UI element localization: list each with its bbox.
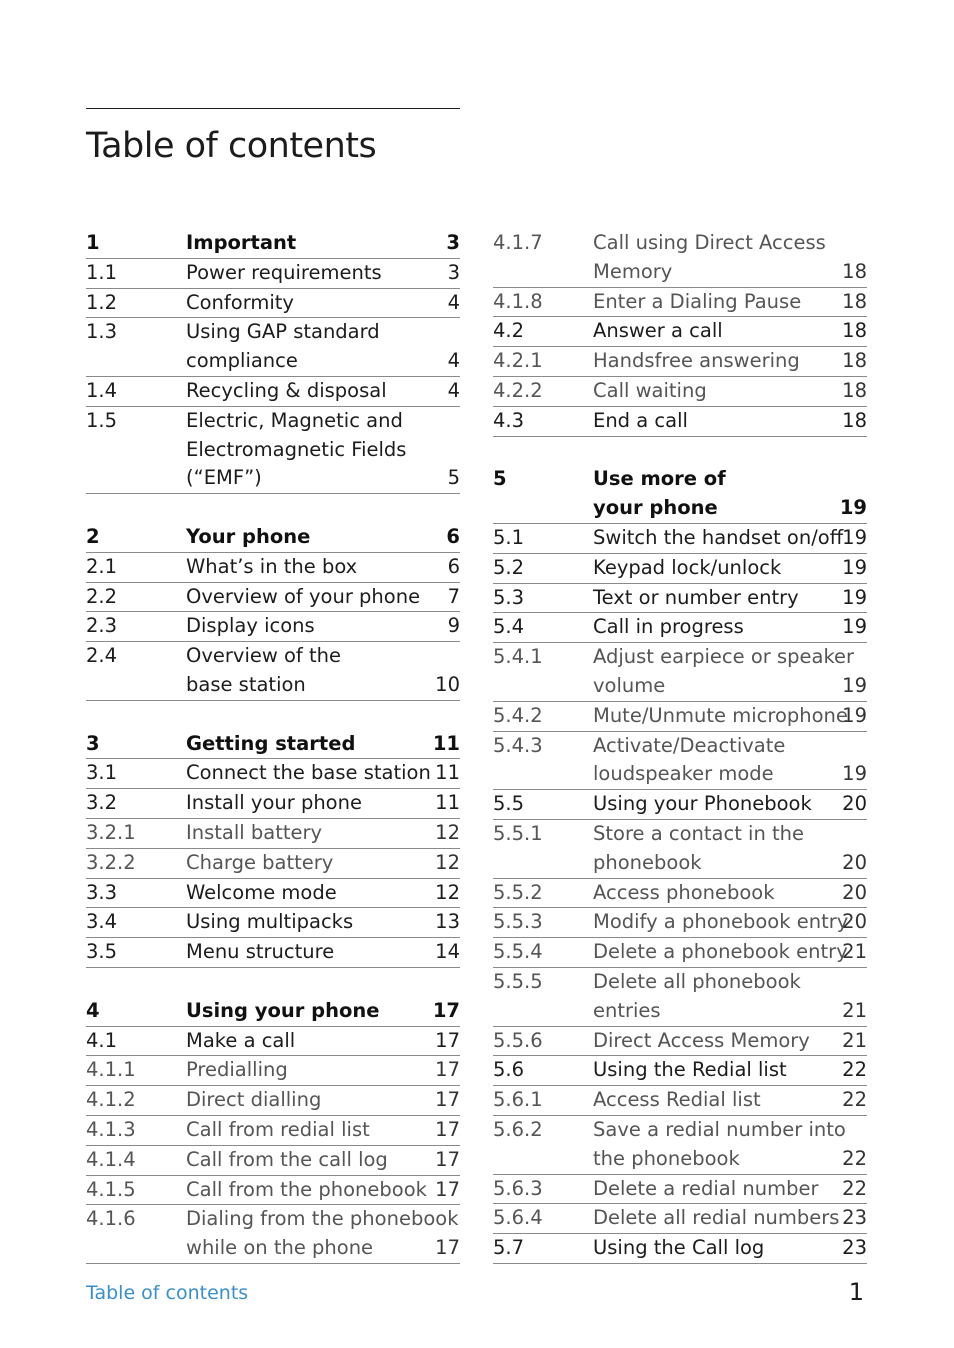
toc-entry[interactable] xyxy=(86,730,460,760)
toc-entry-page: 20 xyxy=(842,910,867,934)
section-gap xyxy=(493,437,867,466)
toc-entry-number: 2.1 xyxy=(86,554,118,578)
toc-entry[interactable] xyxy=(493,229,867,288)
toc-entry-title xyxy=(186,1176,431,1205)
toc-entry-title xyxy=(186,583,444,612)
toc-entry-number: 3.2 xyxy=(86,791,118,815)
toc-entry[interactable] xyxy=(86,553,460,583)
toc-entry-title xyxy=(593,465,836,523)
toc-entry-title xyxy=(593,1056,838,1085)
toc-entry[interactable] xyxy=(493,1027,867,1057)
toc-entry-title-line: Modify a phonebook entry xyxy=(593,910,849,934)
toc-entry-title xyxy=(593,377,838,406)
toc-entry-title-line: Getting started xyxy=(186,731,356,755)
toc-entry-title-line: Power requirements xyxy=(186,260,382,284)
toc-entry-number: 1.2 xyxy=(86,290,118,314)
toc-entry[interactable] xyxy=(86,523,460,553)
toc-entry[interactable] xyxy=(493,1234,867,1264)
toc-entry-title-line: Handsfree answering xyxy=(593,349,800,373)
toc-entry-number: 4.1.4 xyxy=(86,1147,136,1171)
toc-entry-title-line: compliance xyxy=(186,349,298,373)
toc-entry-title-line: entries xyxy=(593,998,661,1022)
toc-entry-title-line: your phone xyxy=(593,496,718,520)
toc-entry-title xyxy=(186,908,431,937)
toc-entry-number: 5.7 xyxy=(493,1236,525,1260)
toc-entry[interactable] xyxy=(493,288,867,318)
toc-entry-title-line: Mute/Unmute microphone xyxy=(593,703,848,727)
toc-entry-number: 5 xyxy=(493,467,507,491)
toc-entry-title-line: Using GAP standard xyxy=(186,320,380,344)
toc-entry-title xyxy=(186,819,431,848)
toc-entry-title-line: Recycling & disposal xyxy=(186,378,387,402)
toc-entry-number: 5.5.6 xyxy=(493,1028,543,1052)
toc-entry-title-line: volume xyxy=(593,673,666,697)
toc-entry-number: 4.1.8 xyxy=(493,289,543,313)
toc-entry-number: 5.5.4 xyxy=(493,940,543,964)
toc-entry-title-line: Memory xyxy=(593,259,673,283)
toc-entry-page: 19 xyxy=(842,615,867,639)
toc-entry-number: 4.2.1 xyxy=(493,349,543,373)
toc-entry-number: 2.2 xyxy=(86,584,118,608)
section-gap xyxy=(86,968,460,997)
toc-entry-title-line: Dialing from the phonebook xyxy=(186,1207,459,1231)
toc-entry-title xyxy=(186,1027,431,1056)
toc-entry-title-line: Electric, Magnetic and xyxy=(186,408,403,432)
toc-entry-page: 19 xyxy=(842,585,867,609)
toc-entry-page: 23 xyxy=(842,1206,867,1230)
toc-entry-number: 5.6.2 xyxy=(493,1117,543,1141)
toc-entry-number: 4.1.2 xyxy=(86,1088,136,1112)
toc-entry-page: 17 xyxy=(435,1117,460,1141)
toc-entry-title xyxy=(186,1056,431,1085)
toc-entry-title-line: Connect the base station xyxy=(186,761,431,785)
toc-entry-number: 5.5.3 xyxy=(493,910,543,934)
toc-entry-title xyxy=(593,938,848,967)
toc-entry-title-line: What’s in the box xyxy=(186,554,358,578)
toc-entry-page: 17 xyxy=(435,1147,460,1171)
toc-entry-title xyxy=(593,347,838,376)
toc-entry-number: 5.1 xyxy=(493,525,525,549)
toc-entry[interactable] xyxy=(86,879,460,909)
toc-entry-title-line: Access Redial list xyxy=(593,1088,761,1112)
toc-entry[interactable] xyxy=(493,584,867,614)
toc-entry-number: 5.4.3 xyxy=(493,733,543,757)
toc-entry-page: 19 xyxy=(842,703,867,727)
toc-entry-title-line: Charge battery xyxy=(186,850,334,874)
toc-entry-page: 3 xyxy=(446,231,460,254)
toc-entry-title-line: Delete all redial numbers xyxy=(593,1206,840,1230)
toc-entry-page: 18 xyxy=(842,259,867,283)
toc-entry-title-line: Access phonebook xyxy=(593,880,775,904)
toc-entry-page: 17 xyxy=(432,998,460,1022)
toc-entry-title xyxy=(186,377,444,406)
toc-entry-page: 20 xyxy=(842,850,867,874)
toc-entry[interactable] xyxy=(493,524,867,554)
toc-entry-title xyxy=(186,407,444,493)
toc-entry-title-line: Important xyxy=(186,231,297,254)
toc-entry-title xyxy=(186,1086,431,1115)
toc-entry-number: 4.2 xyxy=(493,319,525,343)
toc-entry-page: 19 xyxy=(839,496,867,520)
toc-entry-title xyxy=(593,1116,846,1174)
toc-entry-page: 18 xyxy=(842,289,867,313)
toc-entry-title xyxy=(186,789,431,818)
toc-entry-title xyxy=(593,1086,838,1115)
toc-entry-title xyxy=(186,523,442,552)
toc-entry-title xyxy=(593,229,838,287)
toc-entry-title xyxy=(186,642,431,700)
toc-entry-title xyxy=(186,938,431,967)
toc-entry[interactable] xyxy=(86,997,460,1027)
toc-entry-title xyxy=(593,613,838,642)
toc-entry-title-line: Save a redial number into xyxy=(593,1117,846,1141)
toc-entry[interactable] xyxy=(86,612,460,642)
toc-entry-title xyxy=(593,407,838,436)
toc-entry-title-line: Welcome mode xyxy=(186,880,337,904)
toc-entry[interactable] xyxy=(493,643,867,702)
toc-entry[interactable] xyxy=(86,1116,460,1146)
toc-entry-page: 4 xyxy=(447,349,460,373)
toc-entry-title xyxy=(186,849,431,878)
toc-entry-number: 3 xyxy=(86,731,100,755)
toc-entry-page: 19 xyxy=(842,525,867,549)
toc-entry[interactable] xyxy=(493,908,867,938)
toc-entry-title xyxy=(593,554,838,583)
toc-entry-page: 17 xyxy=(435,1028,460,1052)
toc-entry-title-line: Using the Call log xyxy=(593,1236,765,1260)
toc-entry[interactable] xyxy=(493,820,867,879)
toc-entry-page: 20 xyxy=(842,880,867,904)
toc-entry-page: 4 xyxy=(447,378,460,402)
toc-entry-title xyxy=(186,879,431,908)
footer-section-label[interactable]: Table of contents xyxy=(86,1282,249,1304)
toc-entry-number: 5.5.5 xyxy=(493,969,543,993)
toc-entry-page: 19 xyxy=(842,555,867,579)
toc-entry[interactable] xyxy=(493,1056,867,1086)
toc-entry-page: 20 xyxy=(842,792,867,816)
toc-entry-title xyxy=(593,790,838,819)
toc-entry-title-line: Using your phone xyxy=(186,998,380,1022)
toc-entry-page: 18 xyxy=(842,319,867,343)
toc-entry-number: 1.3 xyxy=(86,320,118,344)
footer-page-number: 1 xyxy=(848,1278,864,1306)
toc-entry[interactable] xyxy=(493,554,867,584)
toc-entry-title-line: Call from the phonebook xyxy=(186,1177,427,1201)
toc-entry-number: 4.1.7 xyxy=(493,231,543,254)
toc-entry-number: 5.5.2 xyxy=(493,880,543,904)
toc-entry-title-line: (“EMF”) xyxy=(186,466,262,490)
toc-entry[interactable] xyxy=(86,1176,460,1206)
toc-entry-page: 19 xyxy=(842,673,867,697)
toc-entry-title-line: Display icons xyxy=(186,614,315,638)
toc-entry-title-line: Direct Access Memory xyxy=(593,1028,810,1052)
top-rule xyxy=(86,108,460,109)
toc-entry-page: 11 xyxy=(435,761,460,785)
toc-entry-title xyxy=(186,997,429,1026)
toc-entry-page: 21 xyxy=(842,1028,867,1052)
toc-entry-number: 1.1 xyxy=(86,260,118,284)
toc-entry-title xyxy=(186,553,444,582)
toc-entry-page: 19 xyxy=(842,762,867,786)
toc-entry-number: 5.6.1 xyxy=(493,1088,543,1112)
toc-entry-page: 21 xyxy=(842,940,867,964)
toc-entry[interactable] xyxy=(493,377,867,407)
toc-entry-title xyxy=(593,317,838,346)
toc-entry-title-line: Overview of your phone xyxy=(186,584,421,608)
toc-entry-number: 4.1 xyxy=(86,1028,118,1052)
toc-entry-title-line: Electromagnetic Fields xyxy=(186,437,407,461)
toc-entry[interactable] xyxy=(86,407,460,494)
toc-entry-page: 17 xyxy=(435,1088,460,1112)
toc-entry[interactable] xyxy=(86,289,460,319)
toc-entry-number: 5.4.2 xyxy=(493,703,543,727)
toc-entry[interactable] xyxy=(493,1086,867,1116)
toc-entry-page: 17 xyxy=(435,1058,460,1082)
toc-entry-title-line: Use more of xyxy=(593,467,726,491)
toc-entry-page: 18 xyxy=(842,378,867,402)
toc-entry[interactable] xyxy=(493,790,867,820)
toc-entry-number: 5.2 xyxy=(493,555,525,579)
toc-entry[interactable] xyxy=(493,938,867,968)
toc-entry[interactable] xyxy=(493,702,867,732)
toc-entry-number: 4.1.5 xyxy=(86,1177,136,1201)
toc-entry-page: 21 xyxy=(842,998,867,1022)
toc-entry-title xyxy=(186,730,429,759)
toc-entry-number: 1.5 xyxy=(86,408,118,432)
toc-entry-title-line: Using multipacks xyxy=(186,910,354,934)
toc-entry-number: 3.4 xyxy=(86,910,118,934)
toc-entry-page: 17 xyxy=(435,1177,460,1201)
toc-entry[interactable] xyxy=(86,1056,460,1086)
toc-entry-title-line: Install battery xyxy=(186,820,323,844)
toc-entry-title xyxy=(593,732,838,790)
toc-entry-title-line: Overview of the xyxy=(186,644,342,668)
toc-entry-page: 14 xyxy=(435,940,460,964)
toc-entry-title xyxy=(593,524,844,553)
toc-entry-title-line: Delete a phonebook entry xyxy=(593,940,848,964)
toc-entry-number: 4.2.2 xyxy=(493,378,543,402)
toc-entry-number: 4.1.3 xyxy=(86,1117,136,1141)
toc-entry-title-line: Call from the call log xyxy=(186,1147,388,1171)
toc-entry-page: 22 xyxy=(842,1088,867,1112)
toc-entry-number: 1.4 xyxy=(86,378,118,402)
toc-entry-number: 5.5.1 xyxy=(493,821,543,845)
toc-entry[interactable] xyxy=(86,1146,460,1176)
toc-right-column xyxy=(493,229,867,1264)
toc-entry[interactable] xyxy=(493,968,867,1027)
toc-entry-title-line: phonebook xyxy=(593,850,702,874)
page-title: Table of contents xyxy=(86,126,377,166)
toc-entry[interactable] xyxy=(86,938,460,968)
toc-entry[interactable] xyxy=(493,407,867,437)
toc-entry-title-line: Call in progress xyxy=(593,615,744,639)
toc-entry[interactable] xyxy=(86,908,460,938)
toc-entry-title-line: Make a call xyxy=(186,1028,296,1052)
toc-entry-page: 11 xyxy=(432,731,460,755)
toc-entry-number: 5.4 xyxy=(493,615,525,639)
toc-entry-title-line: Using your Phonebook xyxy=(593,792,812,816)
toc-entry-title-line: Your phone xyxy=(186,524,311,548)
toc-entry-number: 4.3 xyxy=(493,408,525,432)
toc-entry-title xyxy=(593,288,838,317)
toc-entry[interactable] xyxy=(86,259,460,289)
toc-entry-page: 5 xyxy=(447,466,460,490)
toc-entry-title-line: Install your phone xyxy=(186,791,362,815)
toc-entry-title-line: Delete a redial number xyxy=(593,1176,819,1200)
toc-entry[interactable] xyxy=(493,1116,867,1175)
toc-entry-page: 4 xyxy=(447,290,460,314)
toc-entry-number: 3.3 xyxy=(86,880,118,904)
toc-entry-page: 22 xyxy=(842,1176,867,1200)
toc-entry-page: 6 xyxy=(446,524,460,548)
toc-entry-title xyxy=(593,702,848,731)
toc-entry[interactable] xyxy=(493,732,867,791)
section-gap xyxy=(86,701,460,730)
toc-entry-title xyxy=(593,1027,838,1056)
toc-entry[interactable] xyxy=(86,1086,460,1116)
toc-entry-number: 5.4.1 xyxy=(493,645,543,669)
toc-entry-title xyxy=(186,612,444,641)
toc-entry-number: 1 xyxy=(86,231,100,254)
toc-entry-title-line: Conformity xyxy=(186,290,294,314)
toc-entry-title xyxy=(593,968,838,1026)
toc-entry-page: 12 xyxy=(435,850,460,874)
toc-entry-number: 3.5 xyxy=(86,940,118,964)
toc-entry[interactable] xyxy=(86,377,460,407)
toc-entry-page: 11 xyxy=(435,791,460,815)
toc-entry-page: 17 xyxy=(435,1236,460,1260)
toc-entry-title xyxy=(186,759,431,788)
toc-entry-title xyxy=(186,1116,431,1145)
toc-entry[interactable] xyxy=(493,1175,867,1205)
toc-left-column xyxy=(86,229,460,1264)
toc-entry-title-line: while on the phone xyxy=(186,1236,374,1260)
toc-entry-title-line: Enter a Dialing Pause xyxy=(593,289,802,313)
toc-entry-page: 22 xyxy=(842,1058,867,1082)
toc-entry-number: 5.6 xyxy=(493,1058,525,1082)
toc-entry-number: 5.6.3 xyxy=(493,1176,543,1200)
toc-entry-title-line: Delete all phonebook xyxy=(593,969,801,993)
toc-entry-title-line: Text or number entry xyxy=(593,585,799,609)
toc-entry-title-line: base station xyxy=(186,672,306,696)
toc-entry-page: 18 xyxy=(842,349,867,373)
toc-entry[interactable] xyxy=(86,583,460,613)
toc-entry-page: 18 xyxy=(842,408,867,432)
toc-entry-title-line: the phonebook xyxy=(593,1146,740,1170)
toc-entry-title xyxy=(593,1175,838,1204)
toc-entry-title-line: Store a contact in the xyxy=(593,821,805,845)
toc-entry[interactable] xyxy=(493,465,867,524)
toc-entry-title-line: Switch the handset on/off xyxy=(593,525,844,549)
toc-entry-title xyxy=(593,1204,838,1233)
toc-entry-title xyxy=(593,1234,838,1263)
toc-entry-title xyxy=(186,229,442,258)
toc-entry-number: 2.4 xyxy=(86,644,118,668)
toc-entry-title-line: Menu structure xyxy=(186,940,335,964)
toc-entry-title xyxy=(186,1146,431,1175)
toc-entry[interactable] xyxy=(86,318,460,377)
toc-entry-page: 13 xyxy=(435,910,460,934)
toc-entry-title xyxy=(593,879,838,908)
toc-entry-title-line: Adjust earpiece or speaker xyxy=(593,645,855,669)
toc-entry-title xyxy=(593,820,838,878)
toc-entry-title-line: Using the Redial list xyxy=(593,1058,787,1082)
toc-entry-page: 10 xyxy=(435,672,460,696)
toc-entry-title xyxy=(186,289,444,318)
toc-entry-number: 5.3 xyxy=(493,585,525,609)
toc-entry-number: 4 xyxy=(86,998,100,1022)
toc-entry-title-line: Call waiting xyxy=(593,378,707,402)
toc-entry-title-line: loudspeaker mode xyxy=(593,762,774,786)
toc-entry[interactable] xyxy=(493,1204,867,1234)
toc-entry[interactable] xyxy=(86,849,460,879)
toc-entry-title-line: Answer a call xyxy=(593,319,723,343)
toc-entry-page: 23 xyxy=(842,1236,867,1260)
toc-entry-page: 3 xyxy=(447,260,460,284)
toc-entry-title-line: Direct dialling xyxy=(186,1088,322,1112)
toc-entry-number: 2.3 xyxy=(86,614,118,638)
toc-entry[interactable] xyxy=(86,229,460,259)
toc-entry[interactable] xyxy=(86,1205,460,1264)
toc-entry[interactable] xyxy=(493,347,867,377)
toc-entry[interactable] xyxy=(86,789,460,819)
toc-entry-number: 3.1 xyxy=(86,761,118,785)
toc-entry-number: 5.6.4 xyxy=(493,1206,543,1230)
section-gap xyxy=(86,494,460,523)
toc-entry-title-line: Call using Direct Access xyxy=(593,231,826,254)
toc-entry-number: 4.1.1 xyxy=(86,1058,136,1082)
toc-entry-page: 6 xyxy=(447,554,460,578)
toc-entry-title-line: Activate/Deactivate xyxy=(593,733,786,757)
toc-entry-title xyxy=(186,259,444,288)
toc-entry-title-line: Keypad lock/unlock xyxy=(593,555,782,579)
toc-entry-number: 5.5 xyxy=(493,792,525,816)
toc-entry[interactable] xyxy=(86,819,460,849)
toc-entry[interactable] xyxy=(86,759,460,789)
toc-entry-title-line: End a call xyxy=(593,408,688,432)
toc-entry-page: 12 xyxy=(435,880,460,904)
toc-entry-number: 3.2.2 xyxy=(86,850,136,874)
toc-entry-number: 3.2.1 xyxy=(86,820,136,844)
toc-entry-number: 4.1.6 xyxy=(86,1207,136,1231)
toc-entry-title xyxy=(186,318,444,376)
toc-entry-page: 12 xyxy=(435,820,460,844)
toc-entry[interactable] xyxy=(493,613,867,643)
toc-entry-number: 2 xyxy=(86,524,100,548)
toc-entry-title-line: Predialling xyxy=(186,1058,288,1082)
toc-entry[interactable] xyxy=(493,879,867,909)
toc-entry[interactable] xyxy=(86,642,460,701)
toc-entry-title-line: Call from redial list xyxy=(186,1117,370,1141)
toc-entry-page: 22 xyxy=(842,1146,867,1170)
toc-entry[interactable] xyxy=(86,1027,460,1057)
toc-entry-title xyxy=(593,584,838,613)
toc-entry[interactable] xyxy=(493,317,867,347)
toc-entry-page: 7 xyxy=(447,584,460,608)
toc-entry-title xyxy=(593,908,849,937)
toc-entry-page: 9 xyxy=(447,614,460,638)
